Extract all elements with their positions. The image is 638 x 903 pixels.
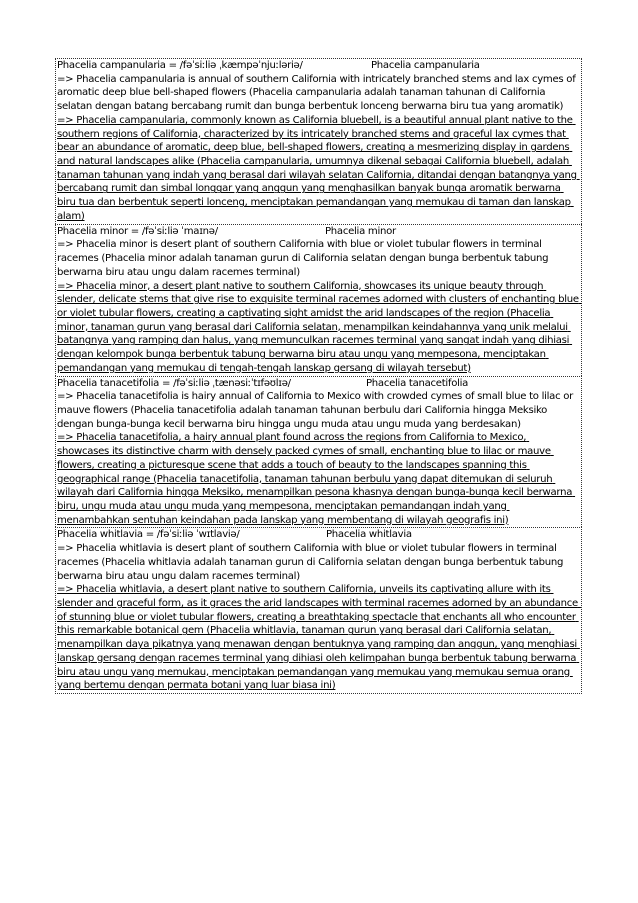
entry-label: Phacelia whitlavia <box>326 529 412 541</box>
entry-label: Phacelia campanularia <box>371 60 480 71</box>
entry-heading-row <box>57 377 580 391</box>
entry-label: Phacelia tanacetifolia <box>366 377 469 389</box>
entry-pronunciation: Phacelia tanacetifolia = /fəˈsiːliə ˌtænəsiːˈtɪfəʊlɪə/ <box>57 377 291 389</box>
entry-long-definition: => Phacelia campanularia, commonly known as California bluebell, is a beautiful annual plant native to the southern regions of California, characterized by its intricately branched stems and graceful lax cymes that bear an abundance of aromatic, deep blue, bell-shaped flowers, creating a mesmerizing display in gardens and natural landscapes alike (Phacelia campanularia, umumnya dikenal sebagai California bluebell, adalah tanaman tahunan yang indah yang berasal dari wilayah selatan California, ditandai dengan batangnya yang bercabang rumit dan simbal longgar yang anggun yang menghasilkan banyak bunga aromatik berwarna biru tua dan berbentuk seperti lonceng, menciptakan pemandangan yang memukau di taman dan lanskap alam) <box>57 114 580 222</box>
entry-short-definition: => Phacelia tanacetifolia is hairy annual of California to Mexico with crowded cymes of small blue to lilac or mauve flowers (Phacelia tanacetifolia adalah tanaman tahunan berbulu dari California hingga Meksiko dengan bunga-bunga kecil berwarna biru hingga ungu muda atau ungu muda yang berdesakan) <box>57 391 576 430</box>
entry-phacelia-minor <box>55 224 582 376</box>
entry-label: Phacelia minor <box>325 225 396 237</box>
entry-long-definition: => Phacelia minor, a desert plant native to southern California, showcases its unique beauty through slender, delicate stems that give rise to exquisite terminal racemes adorned with clusters of enchanting blue or violet tubular flowers, creating a captivating sight amidst the arid landscapes of the region (Phacelia minor, tanaman gurun yang berasal dari California selatan, menampilkan keindahannya yang unik melalui batangnya yang ramping dan halus, yang memunculkan racemes terminal yang sangat indah yang dihiasi dengan kelompok bunga berbentuk tabung berwarna biru atau ungu yang mempesona, menciptakan pemandangan yang memukau di tengah-tengah lanskap gersang di wilayah tersebut) <box>57 280 582 374</box>
entry-long-definition: => Phacelia tanacetifolia, a hairy annual plant found across the regions from California to Mexico, showcases its distinctive charm with densely packed cymes of small, enchanting blue to lilac or mauve flowers, creating a picturesque scene that adds a touch of beauty to the landscapes spanning this geographical range (Phacelia tanacetifolia, tanaman tahunan berbulu yang dapat ditemukan di seluruh wilayah dari California hingga Meksiko, menampilkan pesona khasnya dengan bunga-bunga kecil berwarna biru, ungu muda atau ungu muda yang mempesona, menciptakan pemandangan indah yang menambahkan sentuhan keindahan pada lanskap yang membentang di wilayah geografis ini) <box>57 432 576 526</box>
entry-short-definition: => Phacelia campanularia is annual of southern California with intricately branched stems and lax cymes of aromatic deep blue bell-shaped flowers (Phacelia campanularia adalah tanaman tahunan di California selatan dengan batang bercabang rumit dan bunga berbentuk lonceng berwarna biru tua yang aromatik) <box>57 73 579 113</box>
entry-pronunciation: Phacelia minor = /fəˈsiːliə ˈmaɪnə/ <box>57 225 218 237</box>
entry-short-definition: => Phacelia minor is desert plant of southern California with blue or violet tubular flowers in terminal racemes (Phacelia minor adalah tanaman gurun di California selatan dengan bunga berbentuk tabung berwarna biru atau ungu dalam racemes terminal) <box>57 239 552 278</box>
entry-heading-row <box>57 528 580 542</box>
entry-short-definition: => Phacelia whitlavia is desert plant of southern California with blue or violet tubular flowers in terminal racemes (Phacelia whitlavia adalah tanaman gurun di California selatan dengan bunga berbentuk tabung berwarna biru atau ungu dalam racemes terminal) <box>57 543 567 582</box>
entry-pronunciation: Phacelia whitlavia = /fəˈsiːliə ˈwɪtlaviə/ <box>57 529 240 541</box>
entry-heading-row <box>57 225 580 239</box>
entry-phacelia-whitlavia <box>55 527 582 694</box>
entry-pronunciation: Phacelia campanularia = /fəˈsiːliə ˌkæmpəˈnjuːləriə/ <box>57 60 303 71</box>
entry-phacelia-campanularia <box>55 58 582 224</box>
entry-phacelia-tanacetifolia <box>55 376 582 528</box>
entry-long-definition: => Phacelia whitlavia, a desert plant native to southern California, unveils its captivating allure with its slender and graceful form, as it graces the arid landscapes with terminal racemes adorned by an abundance of stunning blue or violet tubular flowers, creating a breathtaking spectacle that enchants all who encounter this remarkable botanical gem (Phacelia whitlavia, tanaman gurun yang berasal dari California selatan, menampilkan daya pikatnya yang menawan dengan bentuknya yang ramping dan anggun, yang menghiasi lanskap gersang dengan racemes terminal yang dihiasi oleh kelimpahan bunga berbentuk tabung berwarna biru atau ungu yang memukau, menciptakan pemandangan yang memukau yang memukau semua orang yang bertemu dengan permata botani yang luar biasa ini) <box>57 584 581 692</box>
document-page <box>55 58 582 694</box>
entry-heading-row <box>57 59 580 73</box>
